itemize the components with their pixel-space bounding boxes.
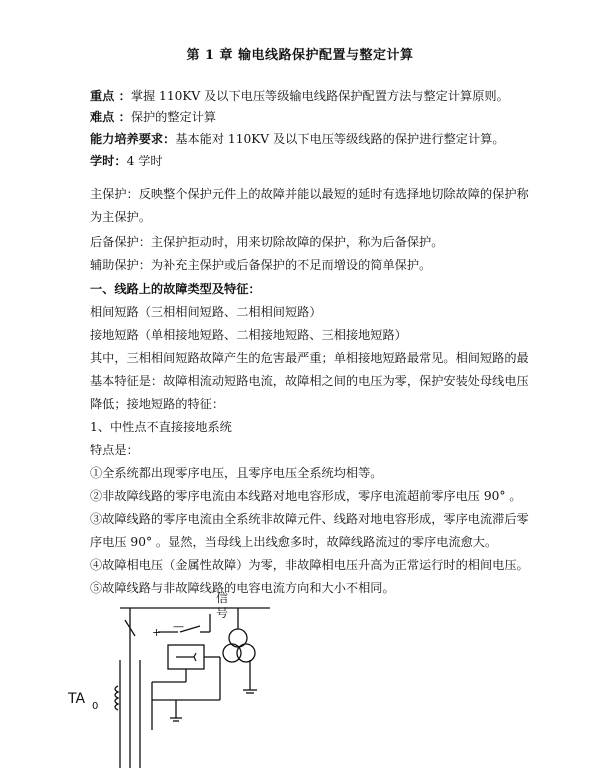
paragraph-line-1: 其中，三相相间短路故障产生的危害最严重；单相接地短路最常见。相间短路的最 bbox=[90, 351, 529, 365]
hours-label: 学时： bbox=[90, 154, 127, 168]
difficulty-line bbox=[90, 109, 216, 125]
signal-label-1: 信 bbox=[216, 591, 229, 605]
pt-circle-right bbox=[237, 644, 255, 662]
ability-label: 能力培养要求： bbox=[90, 132, 176, 146]
backup-protection-line: 后备保护：主保护拒动时，用来切除故障的保护，称为后备保护。 bbox=[90, 235, 444, 249]
difficulty-label: 难点 ： bbox=[90, 110, 131, 124]
focus-line bbox=[90, 88, 509, 104]
main-protection-line-2: 为主保护。 bbox=[90, 210, 151, 224]
main-protection-line-1: 主保护：反映整个保护元件上的故障并能以最短的延时有选择地切除故障的保护称 bbox=[90, 187, 529, 201]
ct-label: TA bbox=[68, 691, 86, 707]
aux-protection-line: 辅助保护：为补充主保护或后备保护的不足而增设的简单保护。 bbox=[90, 258, 432, 272]
ability-line bbox=[90, 131, 505, 147]
difficulty-text: 保护的整定计算 bbox=[130, 110, 217, 124]
feature-5: ⑤故障线路与非故障线路的电容电流方向和大小不相同。 bbox=[90, 581, 395, 595]
phase-fault-line: 相间短路（三相相间短路、二相相间短路） bbox=[90, 305, 322, 319]
feature-1: ①全系统都出现零序电压，且零序电压全系统均相等。 bbox=[90, 466, 383, 480]
feature-2: ②非故障线路的零序电流由本线路对地电容形成，零序电流超前零序电压 90° 。 bbox=[90, 489, 522, 503]
pt-circle-left bbox=[223, 644, 241, 662]
ground-fault-line: 接地短路（单相接地短路、二相接地短路、三相接地短路） bbox=[90, 328, 407, 342]
signal-label-2: 号 bbox=[216, 606, 229, 620]
chapter-title: 第 1 章 输电线路保护配置与整定计算 bbox=[186, 48, 414, 63]
circuit-diagram bbox=[60, 590, 280, 769]
ct-coil bbox=[115, 686, 118, 710]
features-label: 特点是： bbox=[90, 443, 139, 457]
feature-3a: ③故障线路的零序电流由全系统非故障元件、线路对地电容形成，零序电流滞后零 bbox=[90, 512, 529, 526]
ability-text: 基本能对 110KV 及以下电压等级线路的保护进行整定计算。 bbox=[175, 132, 505, 146]
plus-label: + bbox=[152, 626, 162, 639]
paragraph-line-2: 基本特征是：故障相流动短路电流，故障相之间的电压为零，保护安装处母线电压 bbox=[90, 374, 529, 388]
section-heading: 一、线路上的故障类型及特征： bbox=[90, 282, 261, 296]
feature-4: ④故障相电压（金属性故障）为零，非故障相电压升高为正常运行时的相间电压。 bbox=[90, 558, 529, 572]
hours-line bbox=[90, 153, 163, 169]
ct-subscript: 0 bbox=[92, 701, 99, 712]
focus-label: 重点 ： bbox=[90, 89, 131, 103]
feature-3b: 序电压 90° 。显然，当母线上出线愈多时，故障线路流过的零序电流愈大。 bbox=[90, 535, 498, 549]
relay-arrow-icon bbox=[194, 653, 196, 661]
focus-text: 掌握 110KV 及以下电压等级输电线路保护配置方法与整定计算原则。 bbox=[130, 89, 509, 103]
sub-heading: 1、中性点不直接接地系统 bbox=[90, 420, 232, 434]
minus-label: — bbox=[173, 620, 184, 633]
paragraph-line-3: 降低；接地短路的特征： bbox=[90, 397, 225, 411]
hours-text: 4 学时 bbox=[126, 154, 163, 168]
